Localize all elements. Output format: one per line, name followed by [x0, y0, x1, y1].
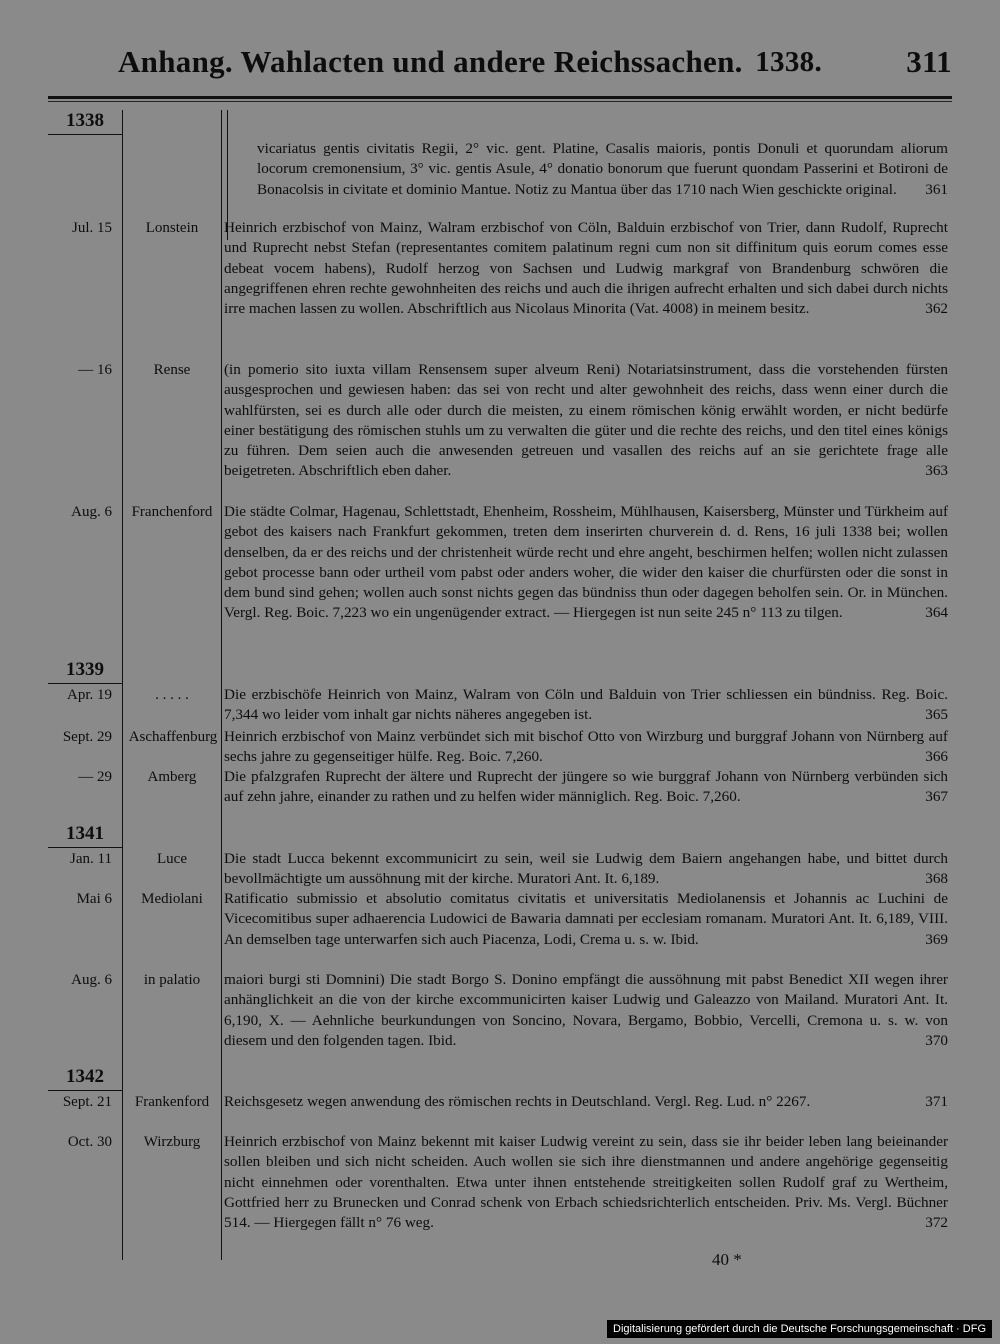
regest-text: Die erzbischöfe Heinrich von Mainz, Walram von Cöln und Balduin von Trier schliessen ein bündniss. Reg. Boic. 7,344 wo leider vom inhalt gar nichts näheres angegeben ist.	[224, 686, 948, 724]
column-divider-place	[221, 110, 222, 1260]
regest-number: 365	[925, 706, 948, 724]
regest-text: Reichsgesetz wegen anwendung des römischen rechts in Deutschland. Vergl. Reg. Lud. n° 2267.	[224, 1093, 811, 1110]
entry-place: Amberg	[147, 769, 197, 785]
entry-date: Aug. 6	[71, 972, 112, 988]
regest-text: vicariatus gentis civitatis Regii, 2° vic. gent. Platine, Casalis maioris, pontis Donuli et quorundam aliorum locorum cremonensium, 3° vic. gentis Asule, 4° donatio bonorum que fuerunt quondam Passerini et Botironi de Bonacolsis in civitate et dominio Mantue. Notiz zu Mantua über das 1710 nach Wien geschickte original.	[257, 140, 948, 198]
regest-number: 371	[925, 1093, 948, 1110]
regest-text: maiori burgi sti Domnini) Die stadt Borgo S. Donino empfängt die aussöhnung mit pabst Benedict XII wegen ihrer anhänglichkeit an die von der kirche excommunicirten kaiser Ludwig und Galeazzo von Mailand. Muratori Ant. It. 6,190, X. — Aehnliche beurkundungen von Soncino, Novara, Bergamo, Bobbio, Vercelli, Cremona u. s. w. von diesem und den folgenden tagen. Ibid.	[224, 971, 948, 1049]
year-rule	[48, 683, 122, 684]
entry-date: Aug. 6	[71, 504, 112, 520]
year-rule	[48, 1090, 122, 1091]
regest-number: 367	[925, 788, 948, 806]
entry-place: Mediolani	[141, 891, 203, 907]
regest-number: 361	[925, 180, 948, 198]
running-title: Anhang. Wahlacten und andere Reichssachen.	[118, 44, 743, 79]
regest-entry	[224, 360, 948, 482]
entry-date: Sept. 29	[62, 729, 112, 745]
entry-place: Aschaffenburg	[128, 729, 218, 745]
regest-entry	[224, 1132, 948, 1233]
dfg-banner: Digitalisierung gefördert durch die Deutsche Forschungsgemeinschaft · DFG	[607, 1320, 992, 1338]
regest-entry	[224, 970, 948, 1051]
entry-date: Oct. 30	[67, 1134, 112, 1150]
year-label: 1342	[66, 1066, 104, 1087]
regest-number: 362	[925, 300, 948, 318]
header-rule	[48, 96, 952, 99]
entry-date: Apr. 19	[67, 687, 112, 703]
regest-text: Ratificatio submissio et absolutio comitatus civitatis et universitatis Mediolanensis et Johannis ac Luchini de Vicecomitibus super adhaerencia Ludowici de Bawaria damnati per ecclesiam romanam. Muratori Ant. It. 6,189, VIII. An demselben tage unterwarfen sich auch Piacenza, Lodi, Crema u. s. w. Ibid.	[224, 890, 948, 948]
regest-text: (in pomerio sito iuxta villam Rensensem super alveum Reni) Notariatsinstrument, dass die vorstehenden fürsten ausgesprochen und gewiesen haben: das sei von recht und alter gewohnheit des reichs, dass wenn einer durch die wahlfürsten, sei es durch alle oder durch die meisten, zu einem römischen könig erwählt worden, er nicht bedürfe einer bestätigung des römischen stuhls um zu verwalten die güter und die rechte des reichs, und den titel eines königs zu führen. Dem seien auch die anwesenden getreuen und vasallen des reichs auf an sie gerichtete frage alle beigetreten. Abschriftlich eben daher.	[224, 361, 948, 480]
entry-place: in palatio	[143, 972, 201, 988]
regest-entry	[224, 727, 948, 768]
entry-date: Mai 6	[76, 891, 112, 907]
signature-mark: 40 *	[712, 1250, 742, 1269]
entry-place: Rense	[153, 362, 191, 378]
regest-number: 369	[925, 930, 948, 948]
entry-place: Frankenford	[134, 1094, 210, 1110]
regest-number: 366	[925, 748, 948, 766]
entry-date: Jan. 11	[70, 851, 112, 867]
regest-entry	[224, 849, 948, 890]
year-label: 1339	[66, 659, 104, 680]
regest-text: Die pfalzgrafen Ruprecht der ältere und Ruprecht der jüngere so wie burggraf Johann von Nürnberg verbünden sich auf zehn jahre, einander zu rathen und zu helfen wider männiglich. Reg. Boic. 7,260.	[224, 768, 948, 806]
regest-number: 372	[925, 1214, 948, 1232]
year-rule	[48, 847, 122, 848]
entry-date: Jul. 15	[71, 220, 112, 236]
regest-number: 368	[925, 870, 948, 888]
regest-text: Heinrich erzbischof von Mainz verbündet sich mit bischof Otto von Wirzburg und burggraf Johann von Nürnberg auf sechs jahre zu gegenseitiger hülfe. Reg. Boic. 7,260.	[224, 728, 948, 766]
year-label: 1341	[66, 823, 104, 844]
entry-date: — 29	[78, 769, 112, 785]
regest-text: Die stadt Lucca bekennt excommunicirt zu sein, weil sie Ludwig dem Baiern angehangen habe, und bittet durch bevollmächtigte um aussöhnung mit der kirche. Muratori Ant. It. 6,189.	[224, 850, 948, 888]
regest-entry	[224, 1092, 948, 1112]
regest-text: Heinrich erzbischof von Mainz, Walram erzbischof von Cöln, Balduin erzbischof von Trier, dann Rudolf, Ruprecht und Ruprecht nebst Stefan (representantes comitem palatinum regni cum non sit diffinitum quis eorum comes esse debeat vocem habens), Rudolf herzog von Sachsen und Ludwig markgraf von Brandenburg schwören die angegriffenen ehren rechte gewohnheiten des reichs und auch die ihrigen aufrecht erhalten und sich dabei durch nichts irre machen lassen zu wollen. Abschriftlich aus Nicolaus Minorita (Vat. 4008) in meinem besitz.	[224, 219, 948, 318]
regest-entry	[257, 139, 948, 200]
regest-entry	[224, 502, 948, 624]
year-label: 1338	[66, 110, 104, 131]
entry-date: — 16	[78, 362, 112, 378]
year-rule	[48, 134, 122, 135]
regest-number: 364	[925, 604, 948, 622]
regest-text: Heinrich erzbischof von Mainz bekennt mit kaiser Ludwig vereint zu sein, dass sie ihr beider leben lang beieinander sollen bleiben und sich nicht scheiden. Auch wollen sie sich ihre dienstmannen und andere angehörige gegenseitig nicht einnehmen oder vorenthalten. Etwa unter ihnen entstehende streitigkeiten sollen Rudolf graf zu Wertheim, Gottfried herr zu Brunecken und Conrad schenk von Erbach schiedsrichterlich entscheiden. Priv. Ms. Vergl. Büchner 514. — Hiergegen fällt n° 76 weg.	[224, 1133, 948, 1232]
regest-entry	[224, 685, 948, 726]
header-rule-thin	[48, 101, 952, 102]
entry-date: Sept. 21	[62, 1094, 112, 1110]
regest-entry	[224, 889, 948, 950]
regest-entry	[224, 218, 948, 319]
entry-place: . . . . .	[155, 687, 189, 703]
page-header	[118, 44, 952, 84]
regest-number: 363	[925, 462, 948, 480]
regest-text: Die städte Colmar, Hagenau, Schlettstadt, Ehenheim, Rossheim, Mühlhausen, Kaisersberg, Münster und Türkheim auf gebot des kaisers nach Frankfurt gekommen, treten dem inserirten churverein d. d. Rens, 16 juli 1338 bei; wollen denselben, da er des reichs und der christenheit würde recht und ehre angeht, beschirmen helfen; wollen nicht zulassen gebot processe bann oder urtheil vom pabst oder anders woher, die wider den kaiser die churfürsten oder die sonst in dem bund sind gehen; wollen auch sonst nichts gegen das bündniss thun oder dagegen beholfen sein. Or. in München. Vergl. Reg. Boic. 7,223 wo ein ungenügender extract. — Hiergegen ist nun seite 245 n° 113 zu tilgen.	[224, 503, 948, 622]
column-divider-year	[122, 110, 123, 1260]
running-year: 1338.	[755, 46, 822, 78]
regest-number: 370	[925, 1031, 948, 1049]
page-number: 311	[906, 44, 952, 79]
entry-place: Franchenford	[131, 504, 213, 520]
entry-place: Wirzburg	[143, 1134, 201, 1150]
regest-entry	[224, 767, 948, 808]
entry-place: Luce	[157, 851, 187, 867]
entry-place: Lonstein	[145, 220, 199, 236]
